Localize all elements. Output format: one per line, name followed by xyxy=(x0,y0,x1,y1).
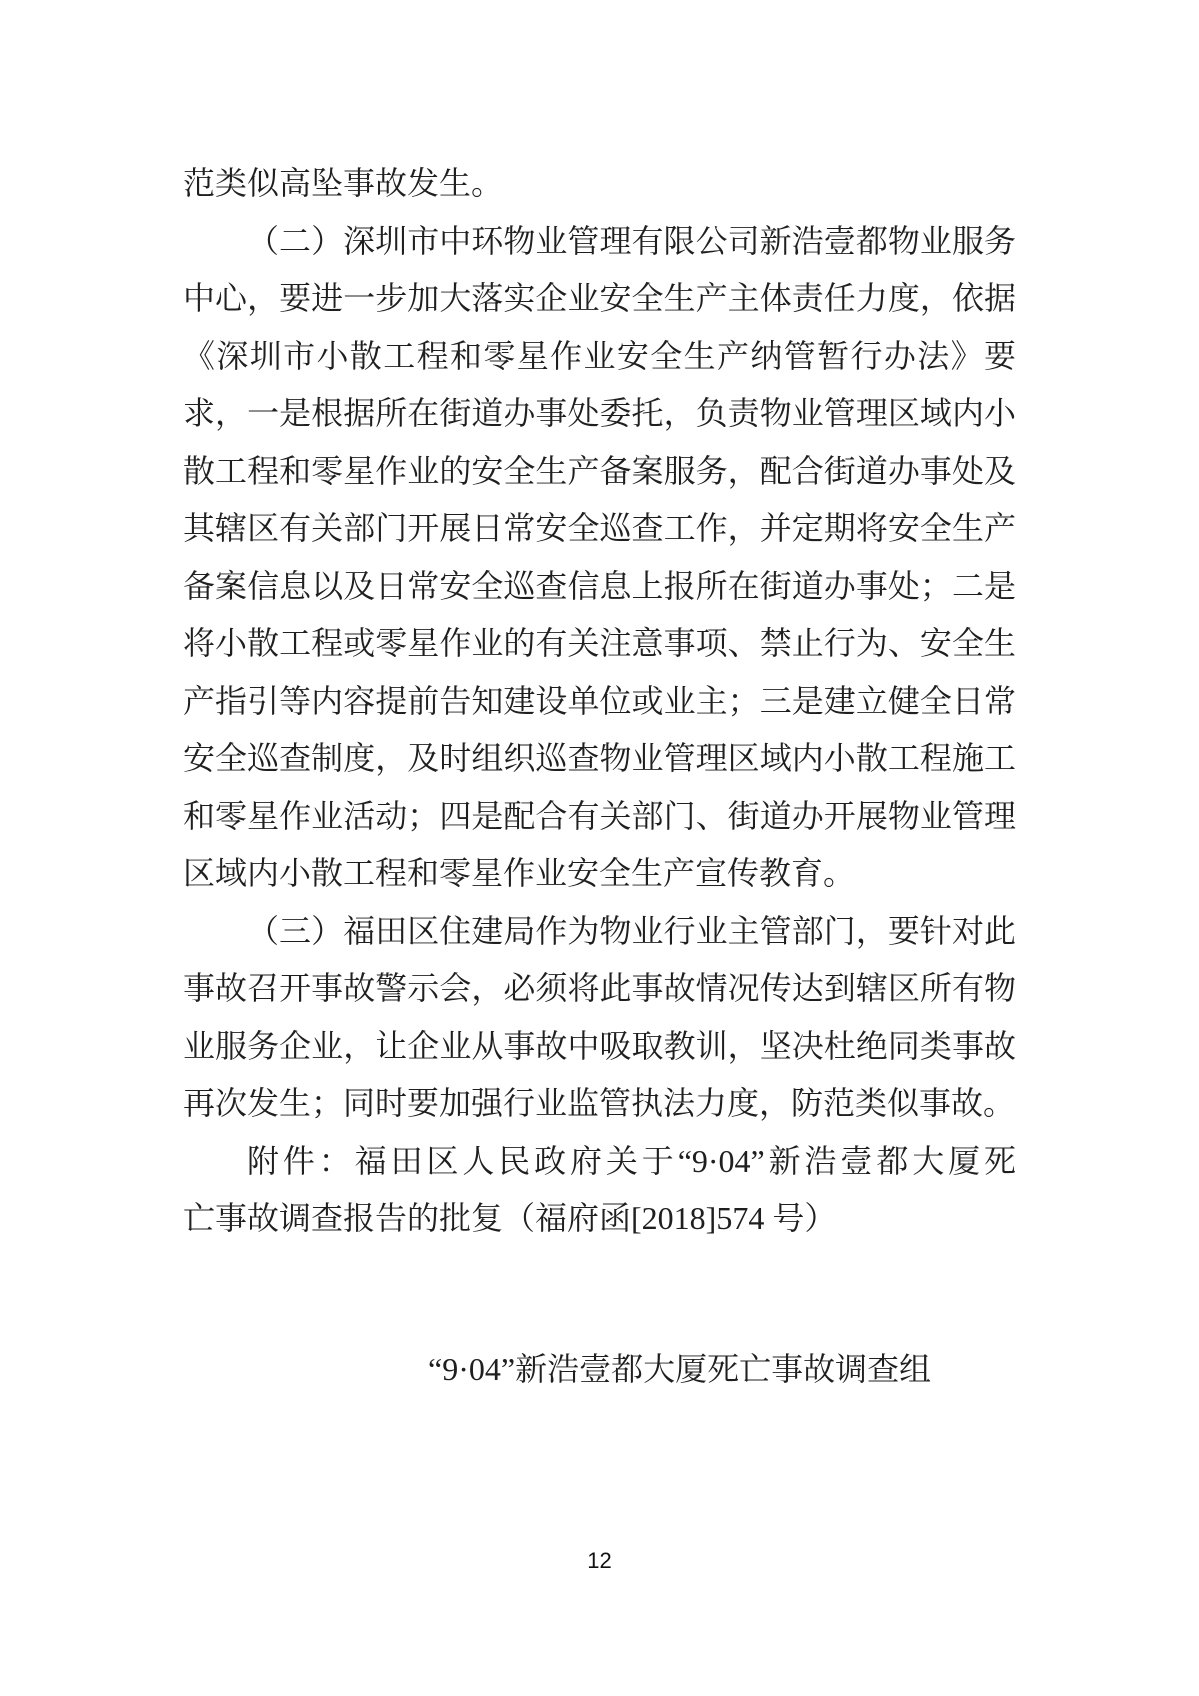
text-line: 区域内小散工程和零星作业安全生产宣传教育。 xyxy=(183,855,856,891)
text-line: 备案信息以及日常安全巡查信息上报所在街道办事处；二是 xyxy=(183,567,1016,604)
text-line: （三）福田区住建局作为物业行业主管部门，要针对此 xyxy=(247,912,1016,949)
text-line: 业服务企业，让企业从事故中吸取教训，坚决杜绝同类事故 xyxy=(183,1027,1016,1064)
text-line: 中心，要进一步加大落实企业安全生产主体责任力度，依据 xyxy=(183,280,1016,316)
signature-line: “9·04”新浩壹都大厦死亡事故调查组 xyxy=(428,1351,932,1387)
text-line: 范类似高坠事故发生。 xyxy=(183,165,504,201)
text-line: 求，一是根据所在街道办事处委托，负责物业管理区域内小 xyxy=(183,395,1016,431)
text-line: 散工程和零星作业的安全生产备案服务，配合街道办事处及 xyxy=(183,452,1016,489)
text-line: 将小散工程或零星作业的有关注意事项、禁止行为、安全生 xyxy=(183,625,1016,661)
text-line: （二）深圳市中环物业管理有限公司新浩壹都物业服务 xyxy=(247,222,1016,259)
text-line: 再次发生；同时要加强行业监管执法力度，防范类似事故。 xyxy=(183,1085,1016,1121)
document-body xyxy=(183,155,1016,1248)
page-number: 12 xyxy=(587,1548,612,1573)
text-line: 安全巡查制度，及时组织巡查物业管理区域内小散工程施工 xyxy=(183,740,1016,776)
attachment-note-line: 附件：福田区人民政府关于“9·04”新浩壹都大厦死 xyxy=(247,1142,1016,1179)
text-line: 事故召开事故警示会，必须将此事故情况传达到辖区所有物 xyxy=(183,970,1016,1006)
text-line: 其辖区有关部门开展日常安全巡查工作，并定期将安全生产 xyxy=(183,510,1016,546)
text-line: 产指引等内容提前告知建设单位或业主；三是建立健全日常 xyxy=(183,682,1016,719)
text-line: 和零星作业活动；四是配合有关部门、街道办开展物业管理 xyxy=(183,797,1016,834)
text-line: 《深圳市小散工程和零星作业安全生产纳管暂行办法》要 xyxy=(183,337,1016,374)
attachment-note-line: 亡事故调查报告的批复（福府函[2018]574 号） xyxy=(183,1200,837,1236)
